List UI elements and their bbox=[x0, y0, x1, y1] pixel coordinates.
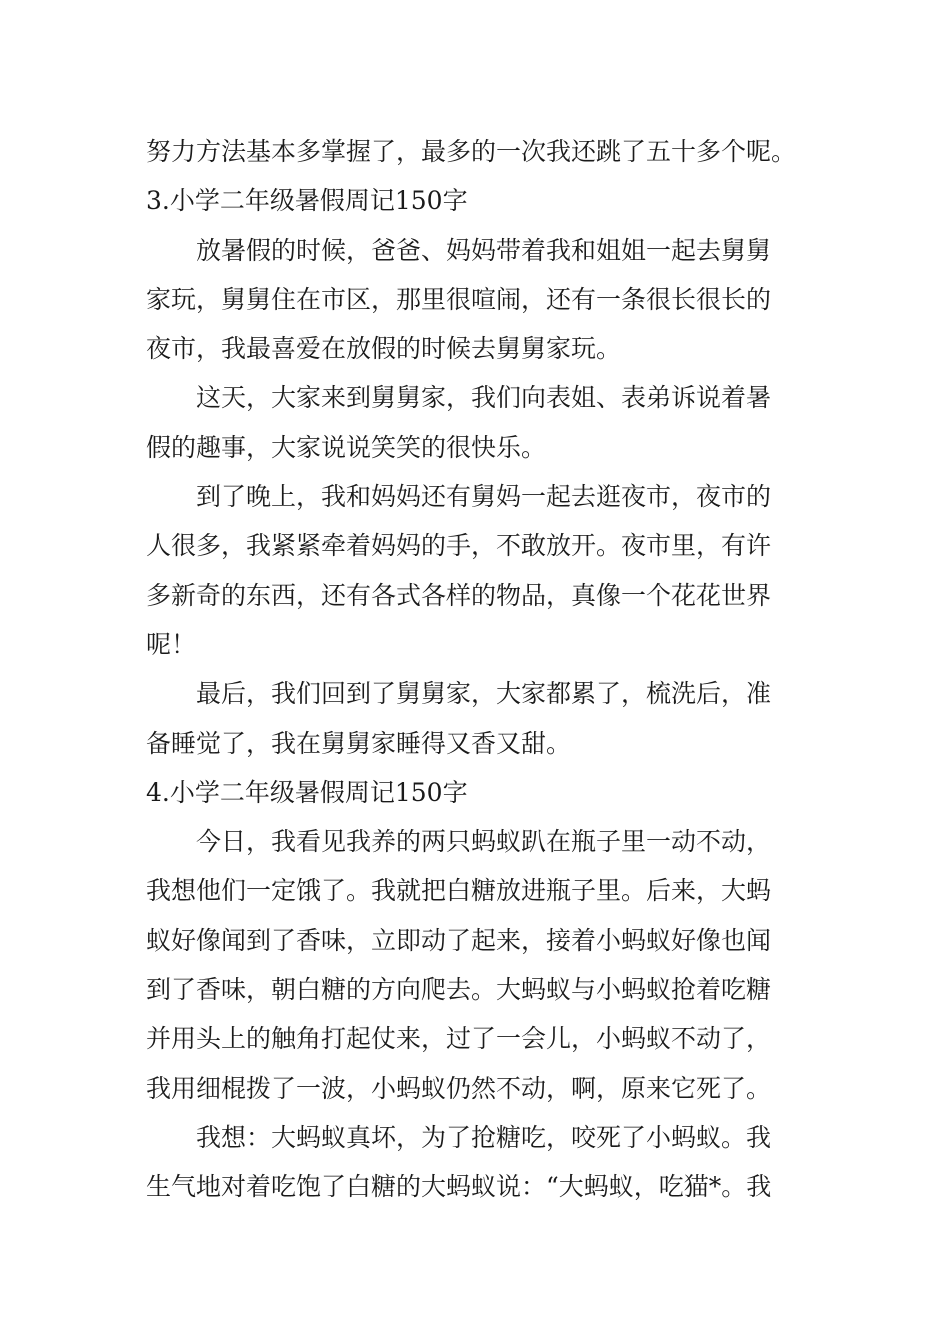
text-line: 我用细棍拨了一波，小蚂蚁仍然不动，啊，原来它死了。 bbox=[146, 1073, 772, 1103]
text-line: 人很多，我紧紧牵着妈妈的手，不敢放开。夜市里，有许 bbox=[146, 531, 772, 561]
text-line: 到了香味，朝白糖的方向爬去。大蚂蚁与小蚂蚁抢着吃糖 bbox=[146, 975, 772, 1005]
section-heading: 3.小学二年级暑假周记150字 bbox=[146, 186, 468, 216]
text-line: 努力方法基本多掌握了，最多的一次我还跳了五十多个呢。 bbox=[146, 137, 797, 166]
document-body bbox=[146, 127, 806, 1212]
section-heading: 4.小学二年级暑假周记150字 bbox=[146, 777, 468, 807]
text-line: 最后，我们回到了舅舅家，大家都累了，梳洗后，准 bbox=[196, 679, 772, 709]
text-line: 到了晚上，我和妈妈还有舅妈一起去逛夜市，夜市的 bbox=[196, 482, 772, 512]
text-line: 生气地对着吃饱了白糖的大蚂蚁说：“大蚂蚁，吃猫*。我 bbox=[146, 1172, 772, 1202]
text-line: 这天，大家来到舅舅家，我们向表姐、表弟诉说着暑 bbox=[196, 383, 772, 413]
text-line: 今日，我看见我养的两只蚂蚁趴在瓶子里一动不动， bbox=[196, 827, 772, 857]
text-line: 假的趣事，大家说说笑笑的很快乐。 bbox=[146, 432, 547, 462]
text-line: 并用头上的触角打起仗来，过了一会儿，小蚂蚁不动了， bbox=[146, 1024, 772, 1054]
text-line: 呢！ bbox=[146, 629, 197, 659]
text-line: 我想：大蚂蚁真坏，为了抢糖吃，咬死了小蚂蚁。我 bbox=[196, 1122, 772, 1152]
text-line: 蚁好像闻到了香味，立即动了起来，接着小蚂蚁好像也闻 bbox=[146, 925, 772, 955]
text-line: 多新奇的东西，还有各式各样的物品，真像一个花花世界 bbox=[146, 580, 772, 610]
text-line: 家玩，舅舅住在市区，那里很喧闹，还有一条很长很长的 bbox=[146, 284, 772, 314]
text-line: 我想他们一定饿了。我就把白糖放进瓶子里。后来，大蚂 bbox=[146, 876, 772, 906]
text-line: 夜市，我最喜爱在放假的时候去舅舅家玩。 bbox=[146, 334, 622, 364]
text-line: 放暑假的时候，爸爸、妈妈带着我和姐姐一起去舅舅 bbox=[196, 235, 772, 265]
text-line: 备睡觉了，我在舅舅家睡得又香又甜。 bbox=[146, 728, 572, 758]
